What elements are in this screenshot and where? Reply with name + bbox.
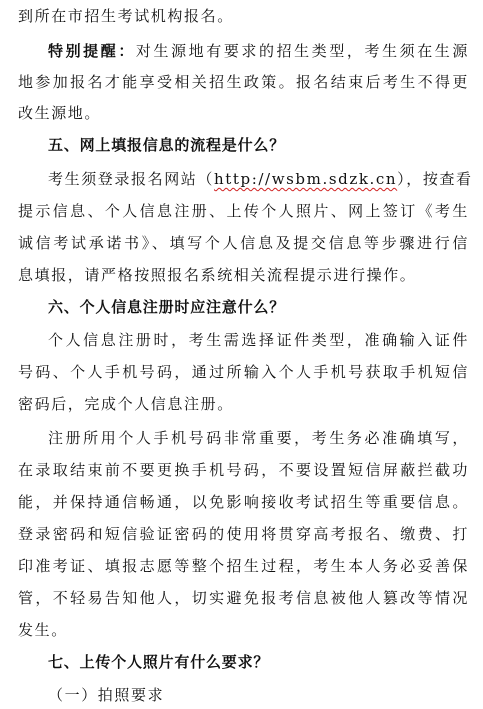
paragraph-line: 地参加报名才能享受相关招生政策。报名结束后考生不得更 — [18, 73, 469, 91]
special-notice-label: 特别提醒： — [48, 42, 136, 60]
special-notice-line — [48, 41, 469, 61]
special-notice-text: 对生源地有要求的招生类型，考生须在生源 — [135, 42, 469, 60]
subsection-heading: （一）拍照要求 — [48, 686, 165, 704]
paragraph-line: 管，不轻易告知他人，切实避免报考信息被他人篡改等情况 — [18, 589, 469, 607]
paragraph-line: 登录密码和短信验证密码的使用将贯穿高考报名、缴费、打 — [18, 525, 469, 543]
paragraph-text: ），按查看 — [397, 170, 473, 188]
paragraph-line: 到所在市招生考试机构报名。 — [18, 7, 234, 25]
paragraph-line: 能，并保持通信畅通，以免影响接收考试招生等重要信息。 — [18, 493, 469, 511]
paragraph-line: 密码后，完成个人信息注册。 — [18, 395, 234, 413]
website-link[interactable]: http://wsbm.sdzk.cn — [214, 170, 398, 188]
paragraph-line: 在录取结束前不要更换手机号码，不要设置短信屏蔽拦截功 — [18, 461, 469, 479]
paragraph-line — [48, 169, 473, 189]
section-heading-7: 七、上传个人照片有什么要求？ — [48, 653, 270, 671]
paragraph-line: 发生。 — [18, 621, 68, 639]
paragraph-line: 号码、个人手机号码，通过所输入个人手机号获取手机短信 — [18, 363, 469, 381]
paragraph-line: 改生源地。 — [18, 104, 102, 122]
paragraph-line: 提示信息、个人信息注册、上传个人照片、网上签订《考生 — [18, 202, 469, 220]
section-heading-5: 五、网上填报信息的流程是什么？ — [48, 136, 286, 154]
paragraph-line: 个人信息注册时，考生需选择证件类型，准确输入证件 — [48, 331, 469, 349]
section-heading-6: 六、个人信息注册时应注意什么？ — [48, 298, 286, 316]
paragraph-line: 印准考证、填报志愿等整个招生过程，考生本人务必妥善保 — [18, 557, 469, 575]
paragraph-line: 注册所用个人手机号码非常重要，考生务必准确填写， — [48, 429, 469, 447]
paragraph-line: 息填报，请严格按照报名系统相关流程提示进行操作。 — [18, 266, 417, 284]
paragraph-text: 考生须登录报名网站（ — [48, 170, 215, 188]
paragraph-line: 诚信考试承诺书》、填写个人信息及提交信息等步骤进行信 — [18, 234, 469, 252]
